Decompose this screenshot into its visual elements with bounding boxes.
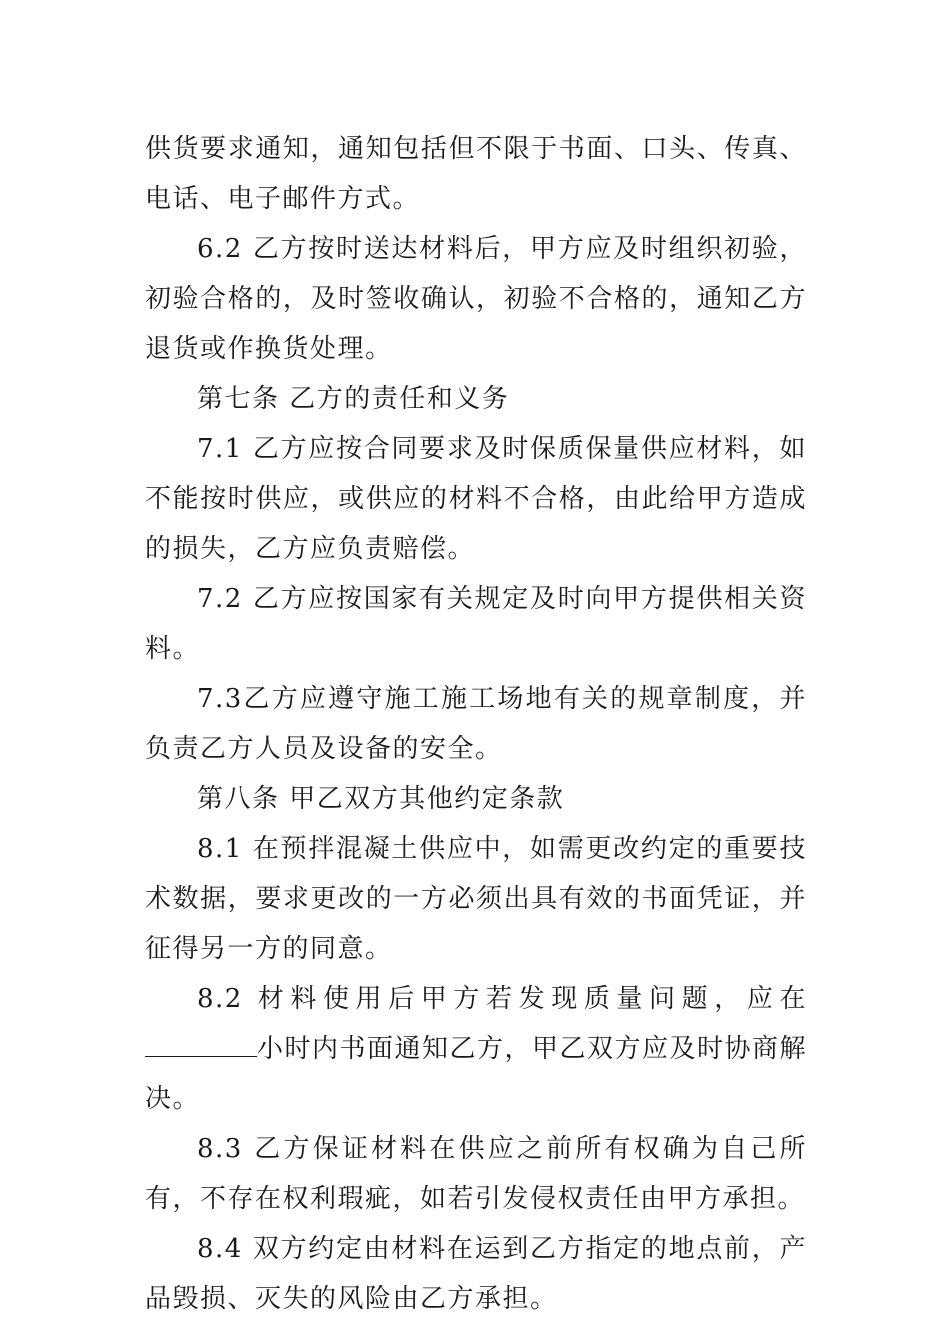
clause-6-2: 6.2 乙方按时送达材料后，甲方应及时组织初验，初验合格的，及时签收确认，初验不合格的，通知乙方退货或作换货处理。 <box>145 234 807 364</box>
clause-8-1: 8.1 在预拌混凝土供应中，如需更改约定的重要技术数据，要求更改的一方必须出具有效的书面凭证，并征得另一方的同意。 <box>145 834 807 964</box>
clause-8-4: 8.4 双方约定由材料在运到乙方指定的地点前，产品毁损、灭失的风险由乙方承担。 <box>145 1234 807 1314</box>
clause-7-2: 7.2 乙方应按国家有关规定及时向甲方提供相关资料。 <box>145 584 807 664</box>
article-8-heading: 第八条 甲乙双方其他约定条款 <box>197 784 565 814</box>
clause-7-1: 7.1 乙方应按合同要求及时保质保量供应材料，如不能按时供应，或供应的材料不合格，由此给甲方造成的损失，乙方应负责赔偿。 <box>145 434 807 564</box>
article-7-heading: 第七条 乙方的责任和义务 <box>197 384 510 414</box>
clause-8-2-after-blank: 小时内书面通知乙方，甲乙双方应及时协商解决。 <box>145 1034 808 1114</box>
hours-blank-field <box>145 1028 257 1057</box>
paragraph-6-1-continued: 供货要求通知，通知包括但不限于书面、口头、传真、电话、电子邮件方式。 <box>145 134 807 214</box>
clause-8-2 <box>145 974 807 1124</box>
document-page <box>145 124 807 1324</box>
clause-8-2-before-blank: 8.2 材料使用后甲方若发现质量问题，应在 <box>197 984 807 1014</box>
clause-7-3: 7.3乙方应遵守施工施工场地有关的规章制度，并负责乙方人员及设备的安全。 <box>145 684 807 764</box>
clause-8-3: 8.3 乙方保证材料在供应之前所有权确为自己所有，不存在权利瑕疵，如若引发侵权责任由甲方承担。 <box>145 1134 807 1214</box>
